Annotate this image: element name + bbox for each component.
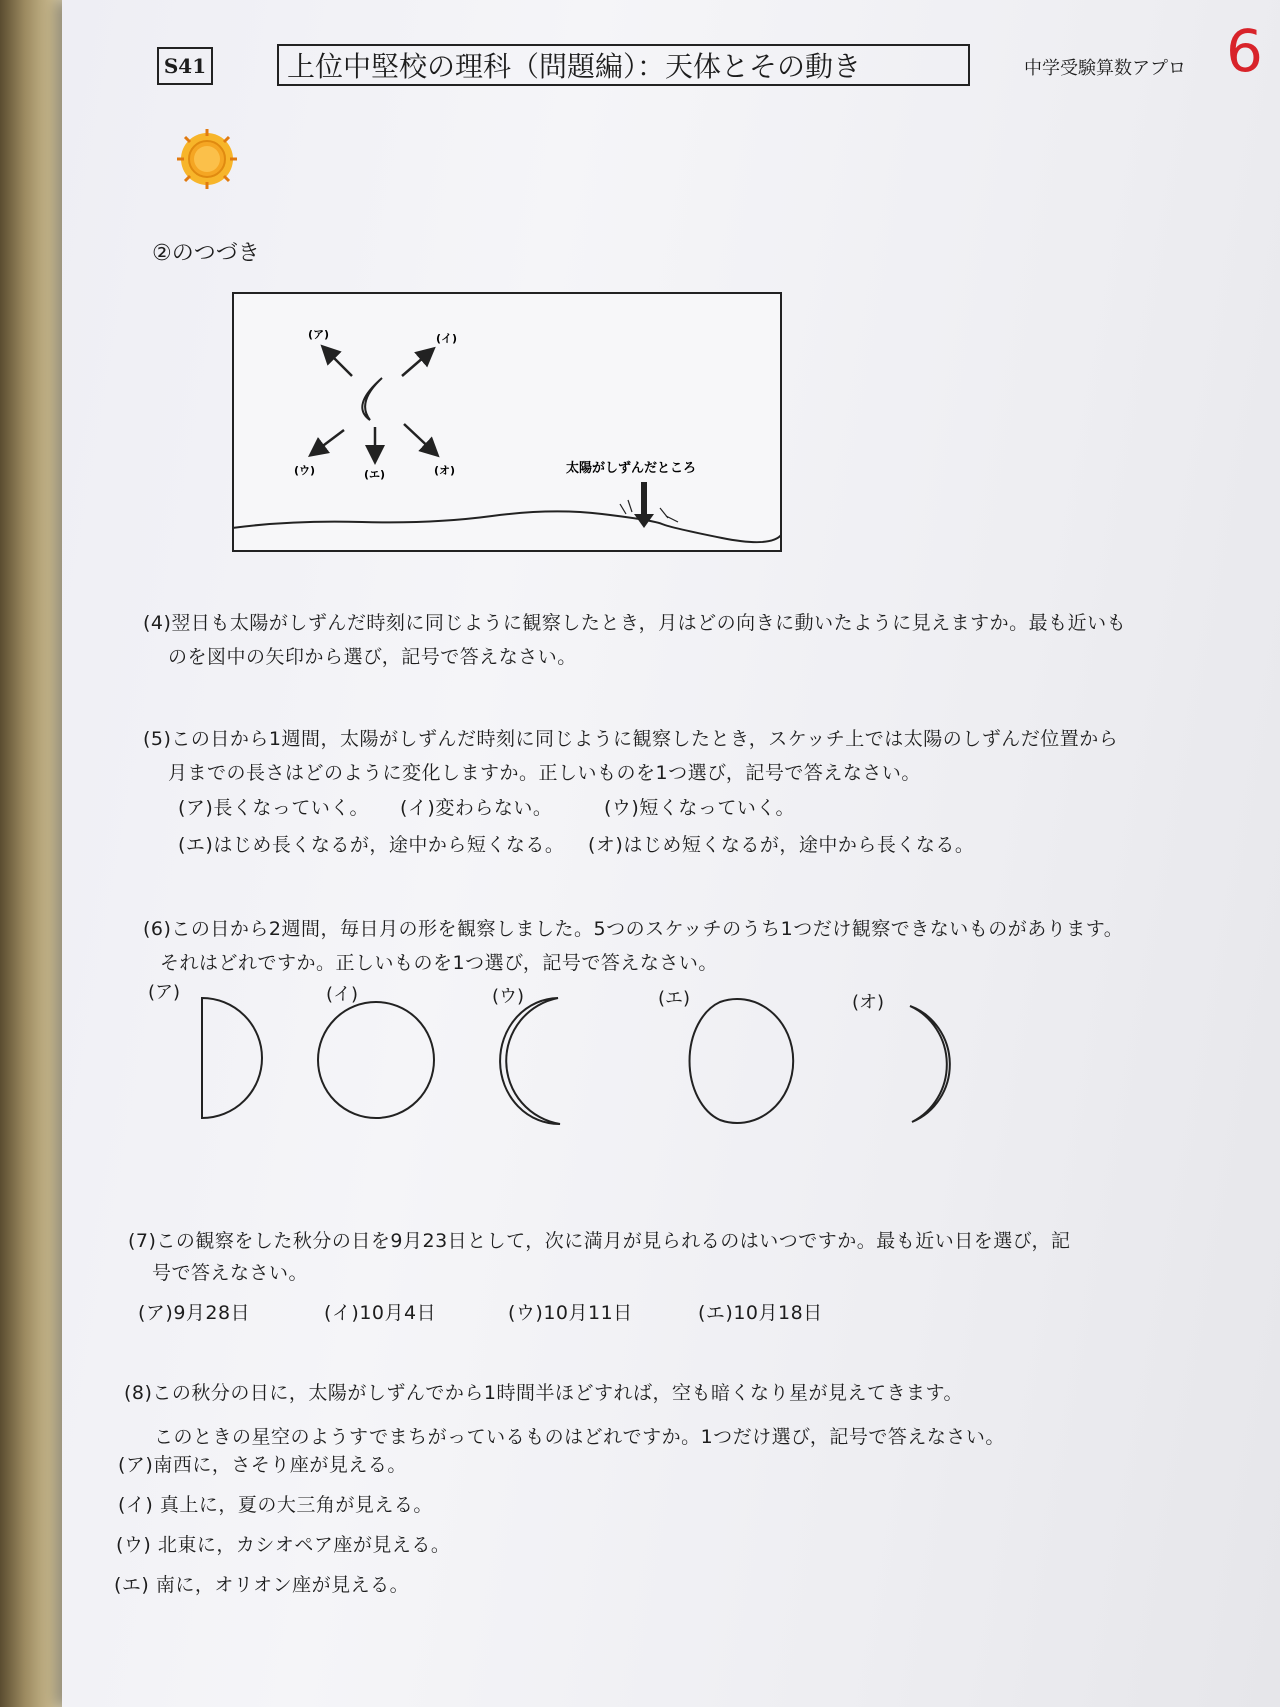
arrow-label-u: (ウ) — [294, 464, 316, 477]
q8-line2: このときの星空のようすでまちがっているものはどれですか。1つだけ選び，記号で答えなさい。 — [154, 1426, 1005, 1448]
q5-option-u: (ウ)短くなっていく。 — [604, 797, 795, 819]
moon-sketch-figure — [232, 292, 782, 552]
q6-label-e: (エ) — [658, 988, 691, 1009]
moon-i-full — [318, 1002, 434, 1118]
moon-a-half — [202, 998, 262, 1118]
q7-line1: (7)この観察をした秋分の日を9月23日として，次に満月が見られるのはいつですか。最も近い日を選び，記 — [128, 1230, 1071, 1252]
q8-option-i: (イ) 真上に，夏の大三角が見える。 — [118, 1494, 433, 1516]
q7-option-a: (ア)9月28日 — [138, 1302, 251, 1324]
q8-option-u: (ウ) 北東に，カシオペア座が見える。 — [116, 1534, 451, 1556]
moon-e-gibbous — [690, 999, 794, 1123]
q7-option-i: (イ)10月4日 — [324, 1302, 437, 1324]
arrow-label-e: (エ) — [364, 468, 386, 481]
q7-option-u: (ウ)10月11日 — [508, 1302, 633, 1324]
arrow-label-i: (イ) — [436, 332, 458, 345]
q6-label-a: (ア) — [148, 982, 181, 1003]
q5-option-i: (イ)変わらない。 — [400, 797, 553, 819]
q7-line2: 号で答えなさい。 — [152, 1262, 309, 1284]
q5-option-a: (ア)長くなっていく。 — [178, 797, 369, 819]
moon-shapes-figure — [180, 990, 980, 1130]
q6-label-o: (オ) — [852, 992, 885, 1013]
sun-icon — [176, 128, 238, 190]
q5-option-o: (オ)はじめ短くなるが，途中から長くなる。 — [588, 834, 975, 856]
section-continuation: ②のつづき — [152, 241, 260, 266]
q8-line1: (8)この秋分の日に，太陽がしずんでから1時間半ほどすれば，空も暗くなり星が見えてきます。 — [124, 1382, 963, 1404]
brand-name: 中学受験算数アプロ — [1024, 58, 1186, 79]
worksheet-code: S41 — [157, 47, 213, 85]
q6-label-i: (イ) — [326, 984, 359, 1005]
q5-option-e: (エ)はじめ長くなるが，途中から短くなる。 — [178, 834, 565, 856]
binder-edge — [0, 0, 62, 1707]
page-number: 6 — [1226, 17, 1263, 85]
arrow-label-a: (ア) — [308, 328, 330, 341]
q8-option-a: (ア)南西に，さそり座が見える。 — [118, 1454, 407, 1476]
q4-line2: のを図中の矢印から選び，記号で答えなさい。 — [168, 646, 577, 668]
q4-line1: (4)翌日も太陽がしずんだ時刻に同じように観察したとき，月はどの向きに動いたように見えますか。最も近いも — [143, 612, 1127, 634]
moon-u-crescent — [500, 998, 560, 1124]
q6-label-u: (ウ) — [492, 986, 525, 1007]
q7-option-e: (エ)10月18日 — [698, 1302, 823, 1324]
arrow-label-o: (オ) — [434, 464, 456, 477]
q5-line2: 月までの長さはどのように変化しますか。正しいものを1つ選び，記号で答えなさい。 — [168, 762, 921, 784]
page-title: 上位中堅校の理科（問題編）：天体とその動き — [277, 44, 970, 86]
q6-line2: それはどれですか。正しいものを1つ選び，記号で答えなさい。 — [160, 952, 718, 974]
sunset-label: 太陽がしずんだところ — [566, 461, 697, 476]
q8-option-e: (エ) 南に，オリオン座が見える。 — [114, 1574, 410, 1596]
q5-line1: (5)この日から1週間，太陽がしずんだ時刻に同じように観察したとき，スケッチ上では太陽のしずんだ位置から — [143, 728, 1119, 750]
q6-line1: (6)この日から2週間，毎日月の形を観察しました。5つのスケッチのうち1つだけ観察できないものがあります。 — [143, 918, 1124, 940]
moon-o-crescent — [910, 1006, 950, 1122]
